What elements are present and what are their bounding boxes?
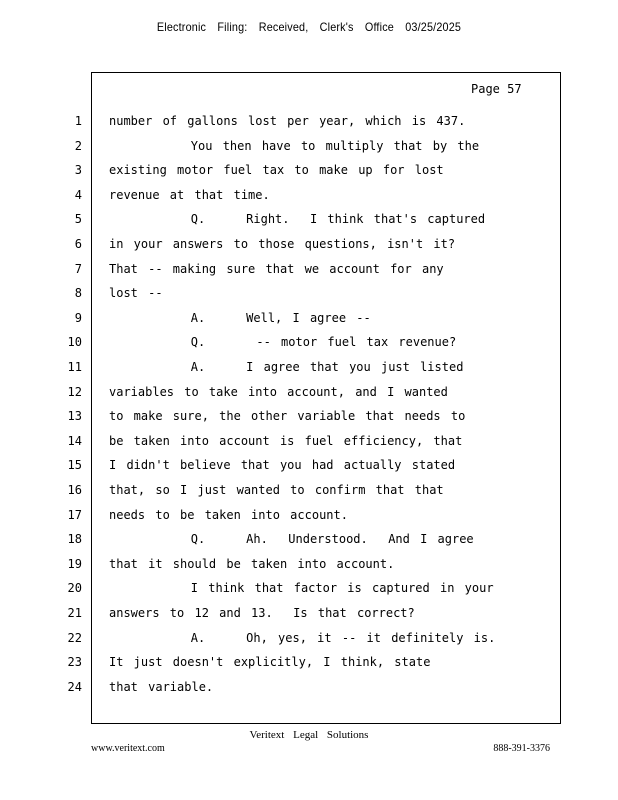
line-number: 4 <box>74 188 82 202</box>
line-number: 20 <box>67 581 82 595</box>
line-number: 10 <box>67 335 82 349</box>
line-number: 13 <box>67 409 82 423</box>
transcript-line: number of gallons lost per year, which is 437. <box>109 114 466 128</box>
line-number: 15 <box>67 458 82 472</box>
footer-website: www.veritext.com <box>91 743 165 754</box>
line-number: 12 <box>67 385 82 399</box>
transcript-line: I didn't believe that you had actually stated <box>109 458 456 472</box>
transcript-line: Q. -- motor fuel tax revenue? <box>109 335 457 349</box>
line-number: 3 <box>74 163 82 177</box>
footer-company: Veritext Legal Solutions <box>249 729 369 741</box>
transcript-line: be taken into account is fuel efficiency, that <box>109 434 463 448</box>
line-number: 5 <box>74 212 82 226</box>
line-number: 2 <box>74 139 82 153</box>
transcript-line: that it should be taken into account. <box>109 557 395 571</box>
line-number: 6 <box>74 237 82 251</box>
line-number: 19 <box>67 557 82 571</box>
transcript-line: answers to 12 and 13. Is that correct? <box>109 606 415 620</box>
line-number: 17 <box>67 508 82 522</box>
line-number: 9 <box>74 311 82 325</box>
line-number: 22 <box>67 631 82 645</box>
transcript-line: revenue at that time. <box>109 188 270 202</box>
transcript-line: A. Well, I agree -- <box>109 311 371 325</box>
line-number: 18 <box>67 532 82 546</box>
transcript-line: It just doesn't explicitly, I think, state <box>109 655 431 669</box>
line-number: 14 <box>67 434 82 448</box>
transcript-line: lost -- <box>109 286 163 300</box>
transcript-line: needs to be taken into account. <box>109 508 348 522</box>
transcript-line: that, so I just wanted to confirm that that <box>109 483 444 497</box>
line-number: 1 <box>74 114 82 128</box>
line-number: 24 <box>67 680 82 694</box>
transcript-line: I think that factor is captured in your <box>109 581 494 595</box>
line-number: 23 <box>67 655 82 669</box>
transcript-line: A. I agree that you just listed <box>109 360 464 374</box>
transcript-line: Q. Right. I think that's captured <box>109 212 486 226</box>
line-number: 11 <box>67 360 82 374</box>
transcript-line: A. Oh, yes, it -- it definitely is. <box>109 631 496 645</box>
transcript-line: Q. Ah. Understood. And I agree <box>109 532 474 546</box>
line-number: 21 <box>67 606 82 620</box>
transcript-line: That -- making sure that we account for any <box>109 262 444 276</box>
transcript-line: that variable. <box>109 680 214 694</box>
filing-header: Electronic Filing: Received, Clerk's Office 03/25/2025 <box>156 20 462 34</box>
footer-phone: 888-391-3376 <box>493 743 550 754</box>
line-number: 7 <box>74 262 82 276</box>
line-number: 8 <box>74 286 82 300</box>
page-number: Page 57 <box>471 82 522 96</box>
line-number: 16 <box>67 483 82 497</box>
transcript-line: to make sure, the other variable that needs to <box>109 409 466 423</box>
transcript-line: existing motor fuel tax to make up for lost <box>109 163 444 177</box>
transcript-line: in your answers to those questions, isn't it? <box>109 237 456 251</box>
transcript-line: You then have to multiply that by the <box>109 139 480 153</box>
transcript-line: variables to take into account, and I wanted <box>109 385 448 399</box>
